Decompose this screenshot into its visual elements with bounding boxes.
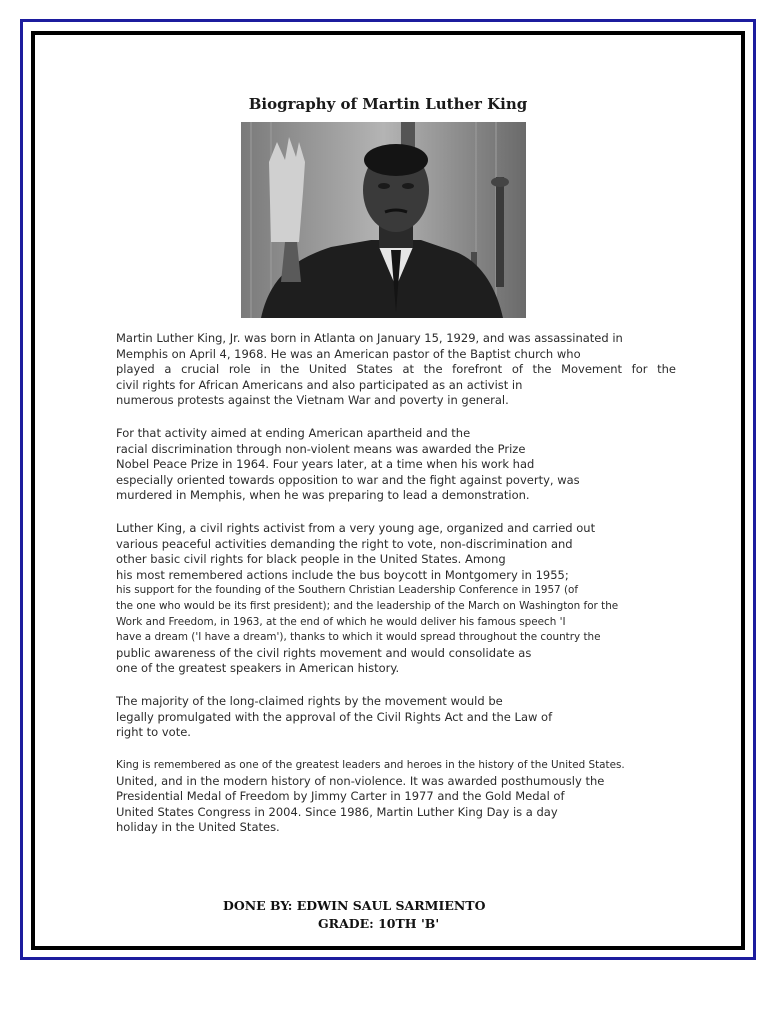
text-line: Presidential Medal of Freedom by Jimmy Carter in 1977 and the Gold Medal of [116, 789, 565, 804]
text-line: United States Congress in 2004. Since 1986, Martin Luther King Day is a day [116, 804, 558, 819]
text-line: Nobel Peace Prize in 1964. Four years later, at a time when his work had [116, 457, 535, 472]
grade-label: GRADE: 10TH 'B' [318, 916, 440, 931]
text-line: Luther King, a civil rights activist from a very young age, organized and carried out [116, 521, 596, 535]
portrait-photo [241, 122, 526, 318]
text-line: holiday in the United States. [116, 820, 280, 835]
document-title: Biography of Martin Luther King [248, 95, 528, 113]
text-line: right to vote. [116, 725, 191, 740]
paragraph-1 [116, 331, 676, 409]
page-frame-outer [20, 19, 756, 960]
text-line: King is remembered as one of the greatest leaders and heroes in the history of the United States. [116, 759, 625, 771]
text-line: murdered in Memphis, when he was preparing to lead a demonstration. [116, 488, 530, 503]
text-line: civil rights for African Americans and also participated as an activist in [116, 377, 523, 392]
text-line: racial discrimination through non-violent means was awarded the Prize [116, 441, 526, 456]
paragraph-5 [116, 758, 676, 836]
text-line: played a crucial role in the United States at the forefront of the Movement for the [116, 362, 676, 377]
text-line: legally promulgated with the approval of the Civil Rights Act and the Law of [116, 709, 553, 724]
paragraph-2 [116, 426, 676, 504]
paragraph-3 [116, 521, 676, 677]
text-line: his support for the founding of the Southern Christian Leadership Conference in 1957 (of [116, 584, 579, 597]
done-by-label: DONE BY: EDWIN SAUL SARMIENTO [223, 898, 486, 913]
text-line: other basic civil rights for black people in the United States. Among [116, 552, 506, 567]
text-line: various peaceful activities demanding the right to vote, non-discrimination and [116, 536, 573, 551]
text-line: The majority of the long-claimed rights by the movement would be [116, 694, 503, 708]
text-line: public awareness of the civil rights movement and would consolidate as [116, 645, 532, 660]
text-line: have a dream ('I have a dream'), thanks to which it would spread throughout the country the [116, 631, 601, 644]
text-line: Memphis on April 4, 1968. He was an American pastor of the Baptist church who [116, 346, 581, 361]
text-line: numerous protests against the Vietnam War and poverty in general. [116, 393, 509, 408]
text-line: Martin Luther King, Jr. was born in Atlanta on January 15, 1929, and was assassinated in [116, 331, 623, 345]
text-line: Work and Freedom, in 1963, at the end of which he would deliver his famous speech 'I [116, 615, 566, 628]
text-line: For that activity aimed at ending American apartheid and the [116, 426, 471, 440]
text-line: the one who would be its first president); and the leadership of the March on Washington for the [116, 599, 619, 612]
text-line: United, and in the modern history of non-violence. It was awarded posthumously the [116, 773, 605, 788]
text-line: his most remembered actions include the bus boycott in Montgomery in 1955; [116, 567, 569, 582]
paragraph-4 [116, 694, 676, 741]
text-line: one of the greatest speakers in American history. [116, 661, 400, 676]
text-line: especially oriented towards opposition to war and the fight against poverty, was [116, 472, 580, 487]
page-frame-inner [31, 31, 745, 950]
